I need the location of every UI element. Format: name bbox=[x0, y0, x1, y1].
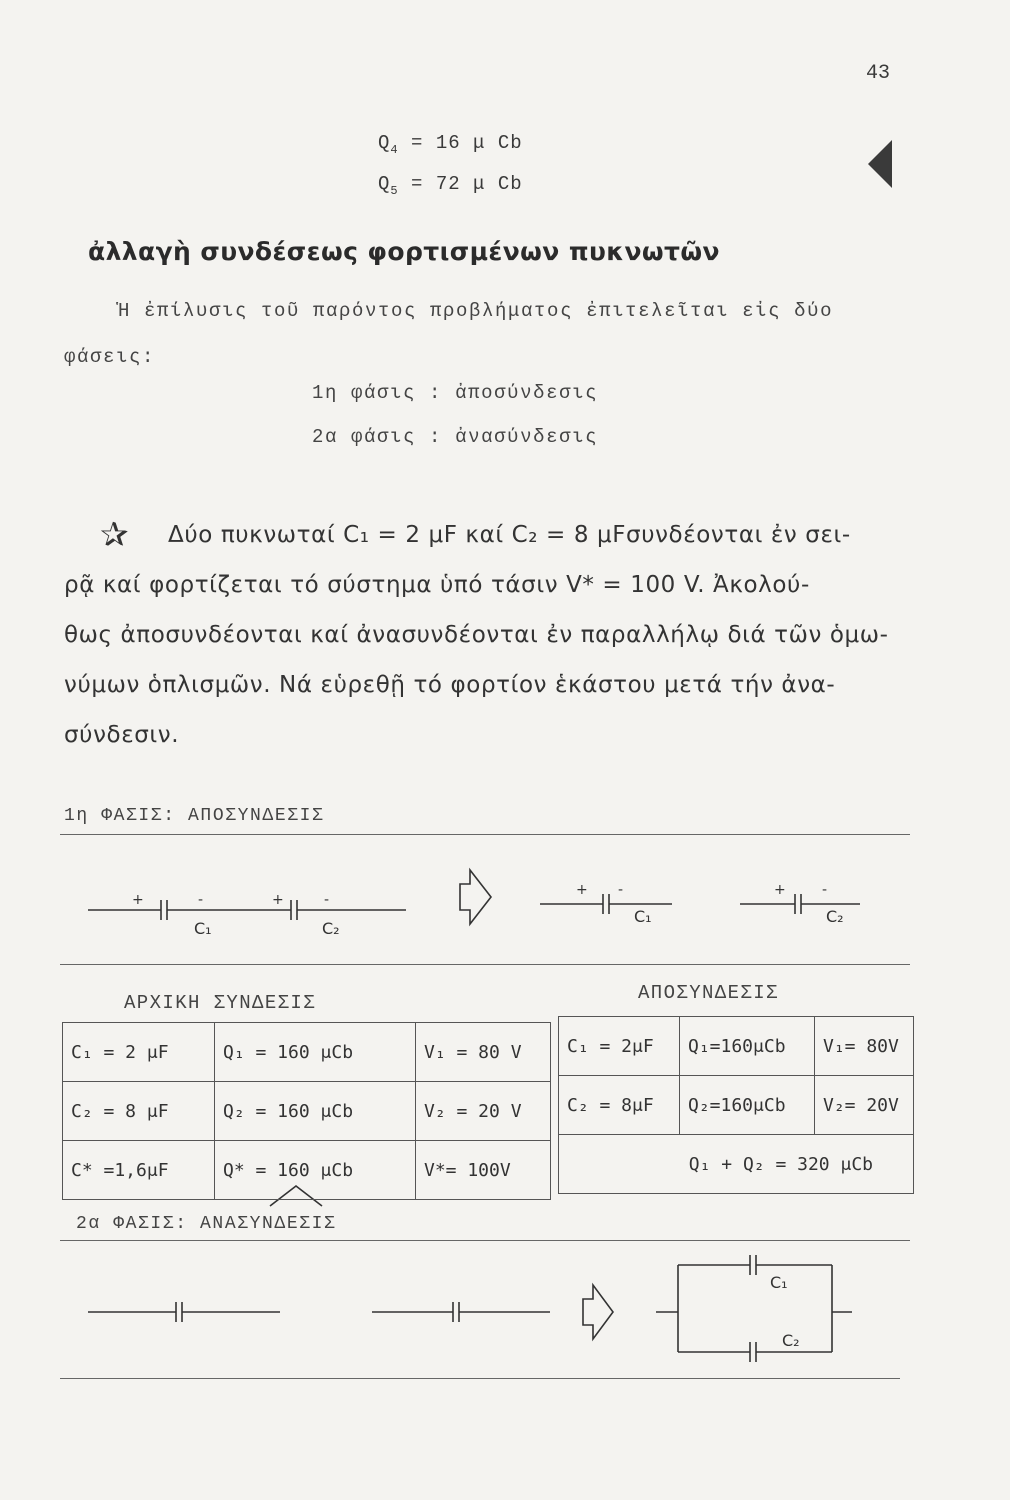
table-left-caption: ΑΡΧΙΚΗ ΣΥΝΔΕΣΙΣ bbox=[124, 992, 317, 1014]
table-cell: Q₂ = 160 μCb bbox=[215, 1082, 416, 1141]
minus-sign-c1: - bbox=[198, 892, 204, 908]
q4-value: = 16 μ Cb bbox=[411, 132, 523, 154]
label-c2-parallel: C₂ bbox=[782, 1331, 800, 1350]
table-cell: Q₁ = 160 μCb bbox=[215, 1023, 416, 1082]
minus-sign-c1-disconnected: - bbox=[618, 882, 624, 898]
phase-1-label: 1η φάσις bbox=[312, 382, 417, 404]
section-heading: ἀλλαγὴ συνδέσεως φορτισμένων πυκνωτῶν bbox=[88, 237, 720, 266]
phase-1-separator: : bbox=[429, 382, 443, 404]
table-cell: V₂ = 20 V bbox=[416, 1082, 551, 1141]
table-cell: Q* = 160 μCb bbox=[215, 1141, 416, 1200]
table-cell: C₂ = 8 μF bbox=[63, 1082, 215, 1141]
label-c2-disconnected: C₂ bbox=[826, 907, 844, 926]
table-cell: C₁ = 2 μF bbox=[63, 1023, 215, 1082]
table-row bbox=[559, 1076, 914, 1135]
label-c1: C₁ bbox=[194, 919, 212, 938]
q4-subscript: 4 bbox=[390, 142, 399, 157]
intro-line-1: Ἡ ἐπίλυσις τοῦ παρόντος προβλήματος ἐπιτελεῖται εἰς δύο bbox=[118, 300, 834, 322]
table-row bbox=[559, 1135, 914, 1194]
label-c2: C₂ bbox=[322, 919, 340, 938]
table-cell: C₂ = 8μF bbox=[559, 1076, 680, 1135]
problem-line-1: Δύο πυκνωταί C₁ = 2 μF καί C₂ = 8 μFσυνδέονται ἐν σει- bbox=[168, 522, 851, 548]
table-cell: V₁ = 80 V bbox=[416, 1023, 551, 1082]
label-c1-disconnected: C₁ bbox=[634, 907, 652, 926]
table-cell: V₁= 80V bbox=[815, 1017, 914, 1076]
table-cell: C₁ = 2μF bbox=[559, 1017, 680, 1076]
table-row bbox=[559, 1017, 914, 1076]
section-1-title: 1η ΦΑΣΙΣ: ΑΠΟΣΥΝΔΕΣΙΣ bbox=[64, 806, 325, 826]
intro-line-2: φάσεις: bbox=[64, 346, 156, 368]
plus-sign-c2: + bbox=[272, 892, 284, 908]
q5-subscript: 5 bbox=[390, 183, 399, 198]
table-cell: V₂= 20V bbox=[815, 1076, 914, 1135]
arrow-right-icon bbox=[460, 870, 491, 924]
label-c1-parallel: C₁ bbox=[770, 1273, 788, 1292]
table-cell: Q₂=160μCb bbox=[680, 1076, 815, 1135]
disconnected-c1 bbox=[540, 894, 672, 914]
disconnection-table bbox=[558, 1016, 914, 1194]
section-2-bottom-rule bbox=[60, 1378, 900, 1379]
table-row bbox=[63, 1141, 551, 1200]
table-right-caption: ΑΠΟΣΥΝΔΕΣΙΣ bbox=[638, 982, 779, 1004]
section-2-top-rule bbox=[60, 1240, 910, 1241]
arrow-right-icon bbox=[583, 1285, 613, 1339]
plus-sign-c1: + bbox=[132, 892, 144, 908]
phase-1-value: ἀποσύνδεσις bbox=[455, 382, 599, 404]
section-2-title: 2α ΦΑΣΙΣ: ΑΝΑΣΥΝΔΕΣΙΣ bbox=[76, 1214, 337, 1234]
minus-sign-c2-disconnected: - bbox=[822, 882, 828, 898]
phase-2-separator: : bbox=[429, 426, 443, 448]
problem-line-3: θως ἀποσυνδέονται καί ἀνασυνδέονται ἐν παραλλήλῳ διά τῶν ὁμω- bbox=[64, 622, 889, 648]
problem-line-2: ρᾷ καί φορτίζεται τό σύστημα ὑπό τάσιν V* = 100 V. Ἀκολού- bbox=[64, 572, 810, 598]
q4-symbol: Q bbox=[378, 132, 391, 154]
problem-line-4: νύμων ὁπλισμῶν. Νά εὑρεθῇ τό φορτίον ἑκάστου μετά τήν ἀνα- bbox=[64, 672, 836, 698]
phase-2-label: 2α φάσις bbox=[312, 426, 417, 448]
separate-capacitor-1 bbox=[88, 1302, 280, 1322]
initial-connection-table bbox=[62, 1022, 551, 1200]
phase-2-value: ἀνασύνδεσις bbox=[455, 426, 599, 448]
parallel-circuit bbox=[656, 1255, 852, 1362]
table-cell: V*= 100V bbox=[416, 1141, 551, 1200]
q5-symbol: Q bbox=[378, 173, 391, 195]
star-icon: ✰ bbox=[100, 515, 130, 555]
plus-sign-c2-disconnected: + bbox=[774, 882, 786, 898]
plus-sign-c1-disconnected: + bbox=[576, 882, 588, 898]
minus-sign-c2: - bbox=[324, 892, 330, 908]
table-cell: Q₁=160μCb bbox=[680, 1017, 815, 1076]
separate-capacitor-2 bbox=[372, 1302, 550, 1322]
problem-line-5: σύνδεσιν. bbox=[64, 722, 180, 748]
page-number: 43 bbox=[866, 62, 891, 85]
table-cell: C* =1,6μF bbox=[63, 1141, 215, 1200]
table-row bbox=[63, 1082, 551, 1141]
table-row bbox=[63, 1023, 551, 1082]
total-charge-cell: Q₁ + Q₂ = 320 μCb bbox=[559, 1135, 914, 1194]
q5-value: = 72 μ Cb bbox=[411, 173, 523, 195]
